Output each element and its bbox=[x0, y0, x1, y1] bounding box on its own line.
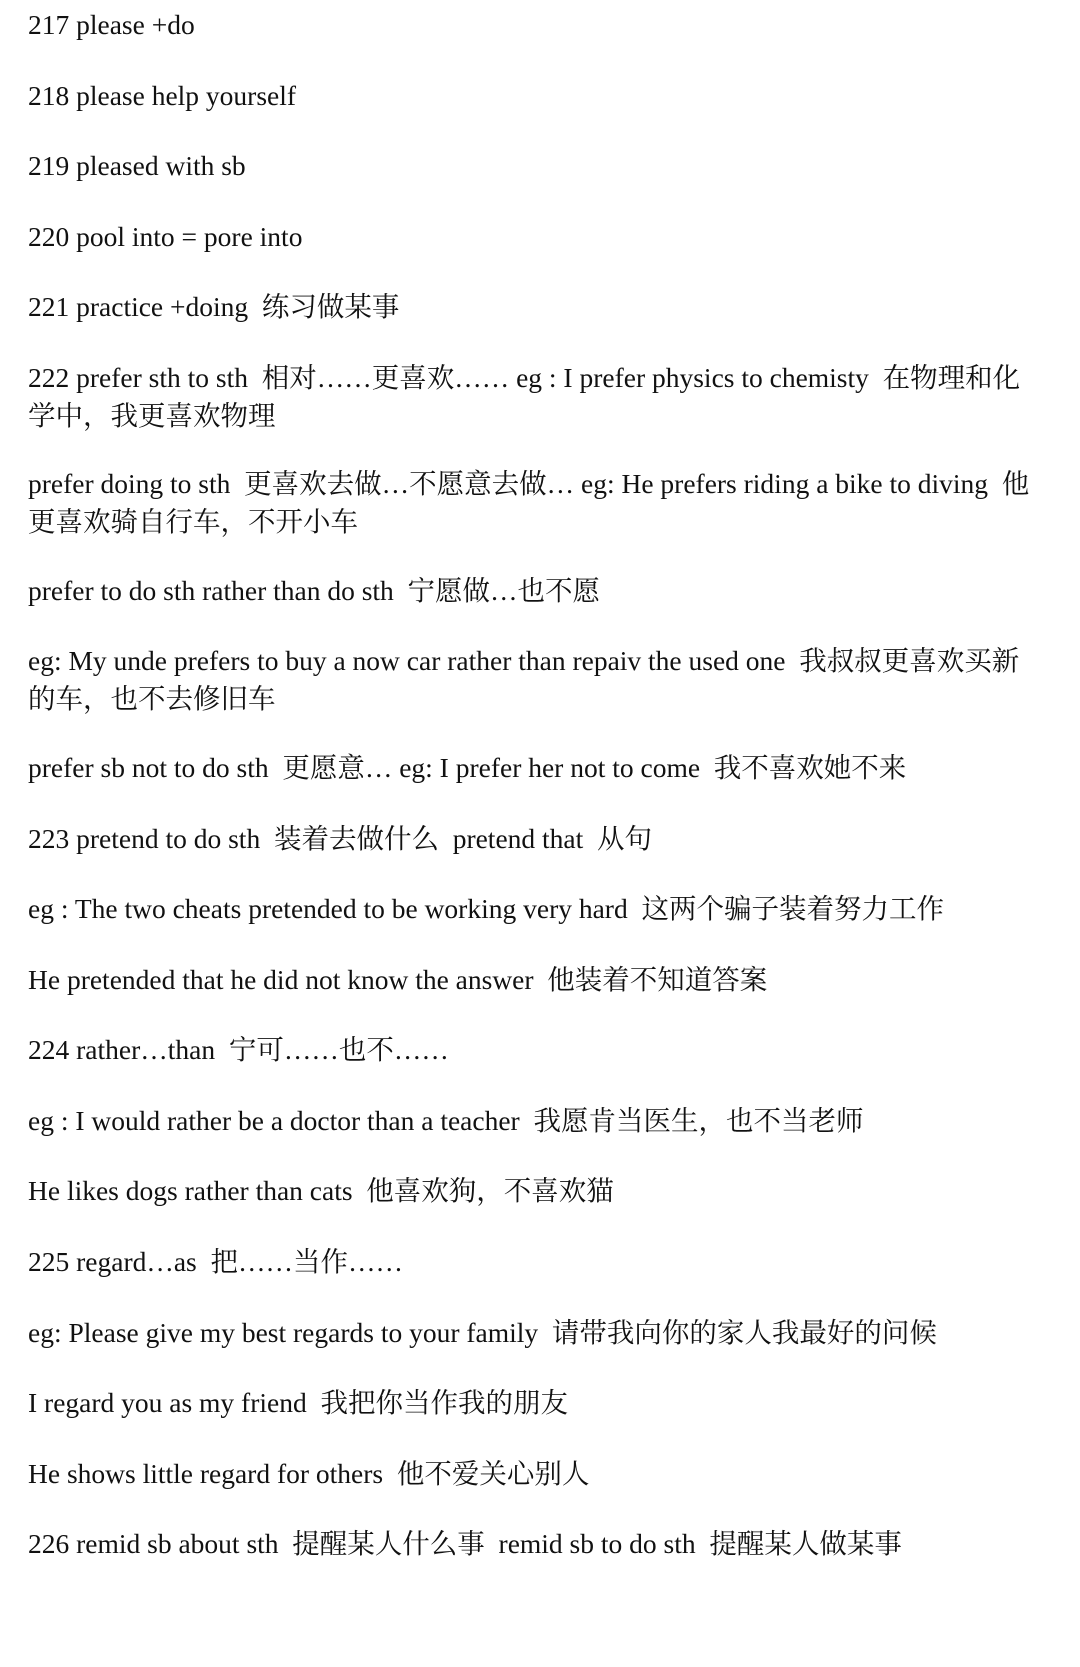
line-prefer-sb-not bbox=[28, 749, 1038, 787]
line-219-pleased-with bbox=[28, 147, 1038, 185]
line-text: eg: Please give my best regards to your family 请带我向你的家人我最好的问候 bbox=[28, 1317, 937, 1348]
line-text: He likes dogs rather than cats 他喜欢狗，不喜欢猫 bbox=[28, 1175, 614, 1206]
line-text: 218 please help yourself bbox=[28, 80, 297, 111]
line-text: 223 pretend to do sth 装着去做什么 pretend that 从句 bbox=[28, 823, 653, 854]
line-example-others bbox=[28, 1455, 1038, 1493]
line-example-friend bbox=[28, 1384, 1038, 1422]
line-217-please-do bbox=[28, 6, 1038, 44]
line-prefer-rather-than bbox=[28, 572, 1038, 610]
line-222-prefer-sth bbox=[28, 359, 1038, 435]
line-text: prefer to do sth rather than do sth 宁愿做…也不愿 bbox=[28, 575, 601, 606]
line-218-help-yourself bbox=[28, 77, 1038, 115]
line-text: eg : I would rather be a doctor than a teacher 我愿肯当医生，也不当老师 bbox=[28, 1105, 864, 1136]
line-example-answer bbox=[28, 961, 1038, 999]
line-text: I regard you as my friend 我把你当作我的朋友 bbox=[28, 1387, 568, 1418]
line-text: 220 pool into = pore into bbox=[28, 221, 303, 252]
line-221-practice bbox=[28, 288, 1038, 326]
line-224-rather-than bbox=[28, 1031, 1038, 1069]
line-226-remind bbox=[28, 1525, 1038, 1563]
line-example-doctor bbox=[28, 1102, 1038, 1140]
line-text: prefer doing to sth 更喜欢去做…不愿意去做… eg: He prefers riding a bike to diving 他更喜欢骑自行车，不开小车 bbox=[28, 468, 1030, 537]
line-text: He pretended that he did not know the answer 他装着不知道答案 bbox=[28, 964, 768, 995]
line-text: 226 remid sb about sth 提醒某人什么事 remid sb to do sth 提醒某人做某事 bbox=[28, 1528, 902, 1559]
line-223-pretend bbox=[28, 820, 1038, 858]
line-text: 221 practice +doing 练习做某事 bbox=[28, 291, 400, 322]
line-example-uncle bbox=[28, 642, 1038, 718]
line-text: 225 regard…as 把……当作…… bbox=[28, 1246, 404, 1277]
line-example-cheats bbox=[28, 890, 1038, 928]
line-text: 224 rather…than 宁可……也不…… bbox=[28, 1034, 449, 1065]
line-text: eg : The two cheats pretended to be working very hard 这两个骗子装着努力工作 bbox=[28, 893, 944, 924]
line-prefer-doing bbox=[28, 465, 1038, 541]
line-text: 222 prefer sth to sth 相对……更喜欢…… eg : I prefer physics to chemisty 在物理和化学中，我更喜欢物理 bbox=[28, 362, 1021, 431]
line-220-pool-into bbox=[28, 218, 1038, 256]
line-example-regards bbox=[28, 1314, 1038, 1352]
line-text: 219 pleased with sb bbox=[28, 150, 246, 181]
line-text: eg: My unde prefers to buy a now car rather than repaiv the used one 我叔叔更喜欢买新的车，也不去修旧车 bbox=[28, 645, 1020, 714]
line-text: He shows little regard for others 他不爱关心别人 bbox=[28, 1458, 590, 1489]
line-example-dogs bbox=[28, 1172, 1038, 1210]
line-225-regard-as bbox=[28, 1243, 1038, 1281]
line-text: prefer sb not to do sth 更愿意… eg: I prefer her not to come 我不喜欢她不来 bbox=[28, 752, 907, 783]
line-text: 217 please +do bbox=[28, 9, 195, 40]
